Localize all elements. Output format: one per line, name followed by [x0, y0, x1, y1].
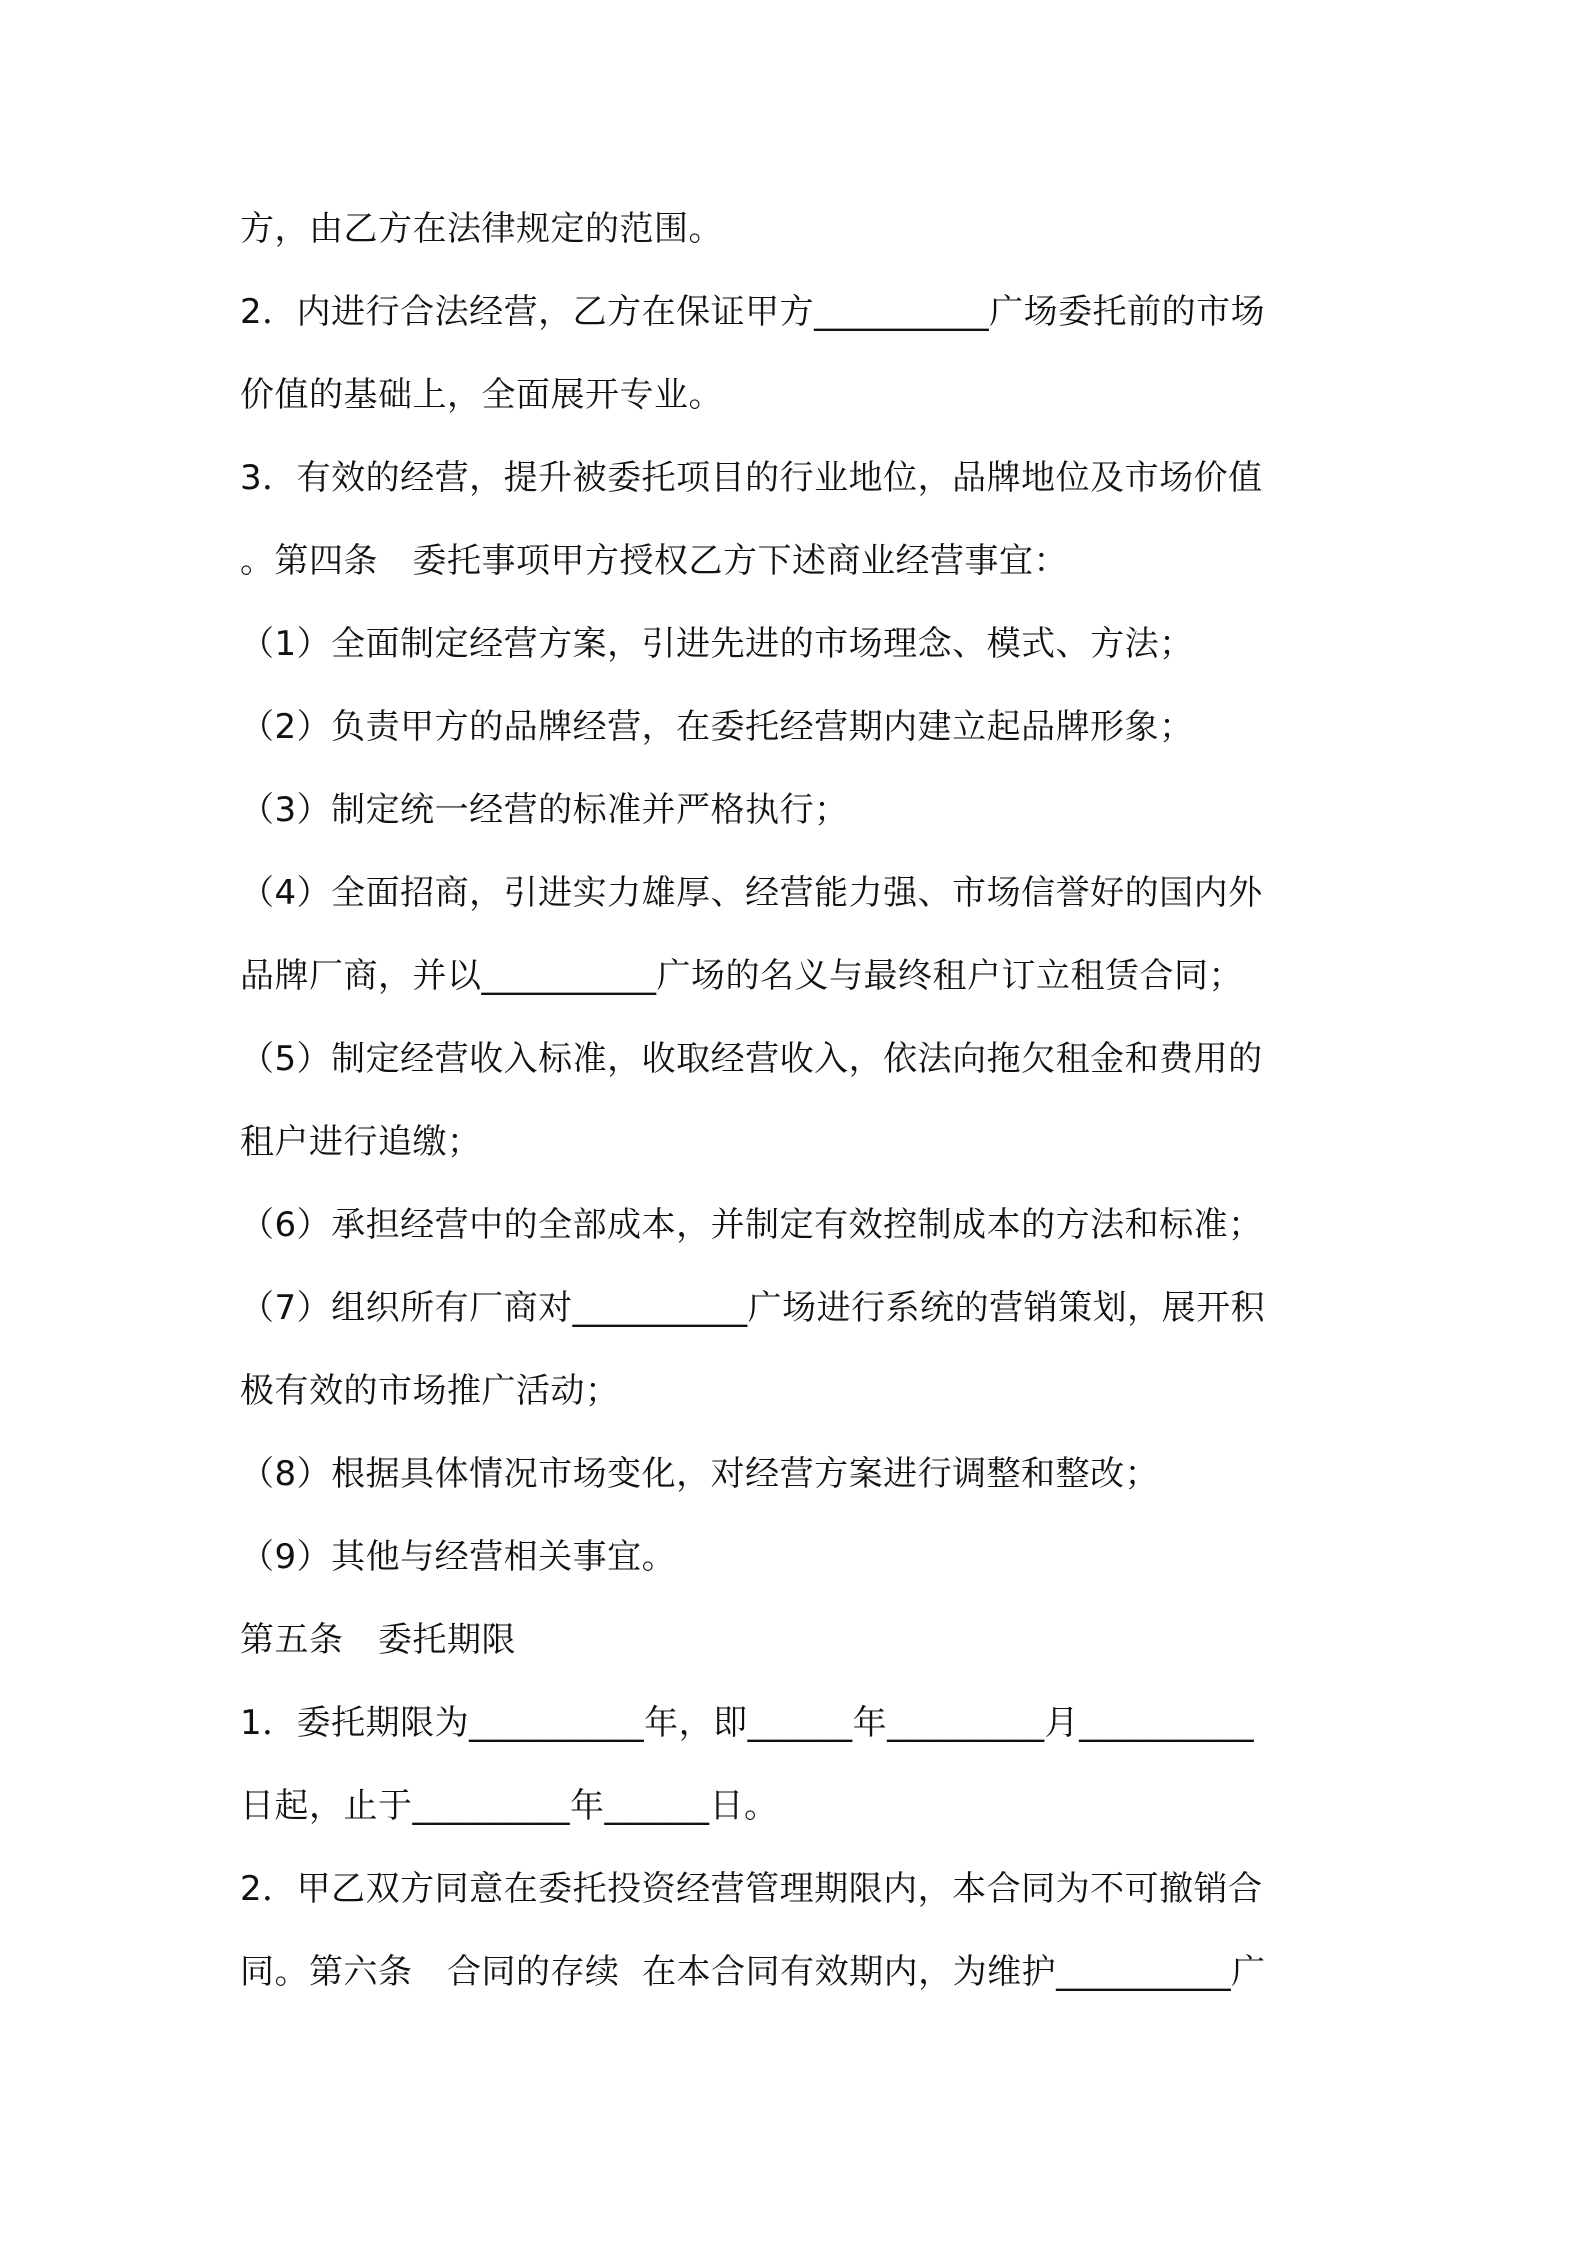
text-line: （4）全面招商，引进实力雄厚、经营能力强、市场信誉好的国内外 [240, 873, 1263, 913]
text-line: （5）制定经营收入标准，收取经营收入，依法向拖欠租金和费用的 [240, 1039, 1263, 1079]
text-line: 2．内进行合法经营，乙方在保证甲方__________广场委托前的市场 [240, 292, 1266, 332]
text-line: 极有效的市场推广活动； [240, 1371, 620, 1411]
text-line: （7）组织所有厂商对__________广场进行系统的营销策划，展开积 [240, 1288, 1266, 1328]
text-line: 1．委托期限为__________年，即______年_________月__________ [240, 1703, 1255, 1743]
text-line: （2）负责甲方的品牌经营，在委托经营期内建立起品牌形象； [240, 707, 1194, 747]
section-heading: 第五条 委托期限 [240, 1620, 516, 1660]
text-line: 日起，止于_________年______日。 [240, 1786, 779, 1826]
text-line: 3．有效的经营，提升被委托项目的行业地位，品牌地位及市场价值 [240, 458, 1263, 498]
text-line: 同。第六条 合同的存续 在本合同有效期内，为维护__________广 [240, 1952, 1266, 1992]
text-line: （9）其他与经营相关事宜。 [240, 1537, 677, 1577]
text-line: 价值的基础上，全面展开专业。 [240, 375, 723, 415]
text-line: （1）全面制定经营方案，引进先进的市场理念、模式、方法； [240, 624, 1194, 664]
text-line: （8）根据具体情况市场变化，对经营方案进行调整和整改； [240, 1454, 1160, 1494]
text-line: 租户进行追缴； [240, 1122, 482, 1162]
text-line: 。第四条 委托事项甲方授权乙方下述商业经营事宜： [240, 541, 1068, 581]
text-line: 2．甲乙双方同意在委托投资经营管理期限内，本合同为不可撤销合 [240, 1869, 1263, 1909]
text-line: （3）制定统一经营的标准并严格执行； [240, 790, 849, 830]
text-line: 方，由乙方在法律规定的范围。 [240, 209, 723, 249]
text-line: 品牌厂商，并以__________广场的名义与最终租户订立租赁合同； [240, 956, 1243, 996]
text-line: （6）承担经营中的全部成本，并制定有效控制成本的方法和标准； [240, 1205, 1263, 1245]
